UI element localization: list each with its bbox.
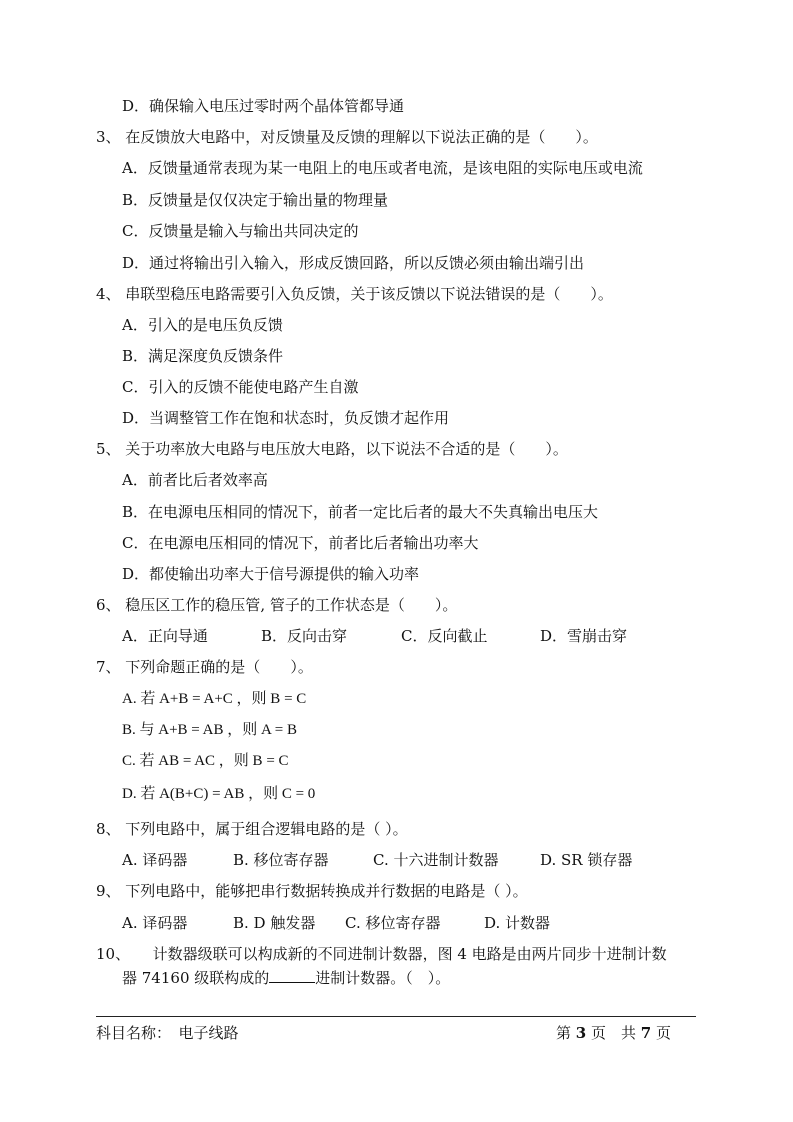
question-5: 5、 关于功率放大电路与电压放大电路，以下说法不合适的是（ ）。 — [96, 440, 568, 458]
question-6: 6、 稳压区工作的稳压管, 管子的工作状态是（ ）。 — [96, 596, 458, 614]
footer-page-number — [556, 1023, 671, 1043]
q8-option-a: A. 译码器 — [122, 851, 188, 869]
question-7: 7、 下列命题正确的是（ ）。 — [96, 658, 313, 676]
question-4: 4、 串联型稳压电路需要引入负反馈，关于该反馈以下说法错误的是（ ）。 — [96, 285, 613, 303]
current-page: 3 — [575, 1024, 587, 1042]
q9-option-c: C. 移位寄存器 — [345, 914, 441, 932]
q5-option-c: C．在电源电压相同的情况下，前者比后者输出功率大 — [122, 534, 479, 552]
q7-option-d: D. 若 A(B+C) = AB ，则 C = 0 — [122, 786, 316, 802]
q5-option-b: B．在电源电压相同的情况下，前者一定比后者的最大不失真输出电压大 — [122, 503, 599, 521]
q9-option-d: D. 计数器 — [484, 914, 551, 932]
q3-option-b: B．反馈量是仅仅决定于输出量的物理量 — [122, 191, 389, 209]
q10-text-pre: 器 74160 级联构成的 — [122, 969, 270, 987]
q5-option-d: D．都使输出功率大于信号源提供的输入功率 — [122, 565, 420, 583]
footer-divider — [96, 1016, 696, 1017]
question-8: 8、 下列电路中，属于组合逻辑电路的是（ ）。 — [96, 820, 408, 838]
q8-option-d: D. SR 锁存器 — [540, 851, 633, 869]
q4-option-c: C．引入的反馈不能使电路产生自激 — [122, 378, 359, 396]
q8-option-b: B. 移位寄存器 — [233, 851, 329, 869]
footer-subject: 科目名称： 电子线路 — [96, 1024, 239, 1042]
question-3: 3、 在反馈放大电路中，对反馈量及反馈的理解以下说法正确的是（ ）。 — [96, 128, 598, 146]
q6-option-c: C．反向截止 — [401, 627, 488, 645]
q7-option-a: A. 若 A+B = A+C ，则 B = C — [122, 691, 307, 707]
q6-option-b: B．反向击穿 — [261, 627, 348, 645]
q3-option-c: C．反馈量是输入与输出共同决定的 — [122, 222, 359, 240]
q4-option-b: B．满足深度负反馈条件 — [122, 347, 284, 365]
q3-option-d: D．通过将输出引入输入，形成反馈回路，所以反馈必须由输出端引出 — [122, 254, 585, 272]
q7-option-b: B. 与 A+B = AB ，则 A = B — [122, 722, 297, 738]
question-10: 10、 计数器级联可以构成新的不同进制计数器，图 4 电路是由两片同步十进制计数 — [96, 945, 667, 963]
page-label-post: 页 — [651, 1024, 671, 1042]
q8-option-c: C. 十六进制计数器 — [373, 851, 499, 869]
q4-option-a: A．引入的是电压负反馈 — [122, 316, 283, 334]
question-9: 9、 下列电路中，能够把串行数据转换成并行数据的电路是（ ）。 — [96, 882, 528, 900]
q6-option-a: A．正向导通 — [122, 627, 208, 645]
page-label-mid: 页 共 — [586, 1024, 641, 1042]
total-pages: 7 — [640, 1024, 652, 1042]
q9-option-b: B. D 触发器 — [233, 914, 316, 932]
q4-option-d: D．当调整管工作在饱和状态时，负反馈才起作用 — [122, 409, 450, 427]
q2-option-d: D．确保输入电压过零时两个晶体管都导通 — [122, 97, 405, 115]
question-10-cont — [122, 968, 450, 988]
page-label-pre: 第 — [556, 1024, 576, 1042]
q9-option-a: A. 译码器 — [122, 914, 188, 932]
q6-option-d: D．雪崩击穿 — [540, 627, 628, 645]
q10-text-post: 进制计数器。（ ）。 — [315, 969, 451, 987]
q3-option-a: A．反馈量通常表现为某一电阻上的电压或者电流，是该电阻的实际电压或电流 — [122, 159, 643, 177]
q7-option-c: C. 若 AB = AC ，则 B = C — [122, 753, 289, 769]
q5-option-a: A．前者比后者效率高 — [122, 471, 268, 489]
answer-blank — [269, 968, 315, 983]
